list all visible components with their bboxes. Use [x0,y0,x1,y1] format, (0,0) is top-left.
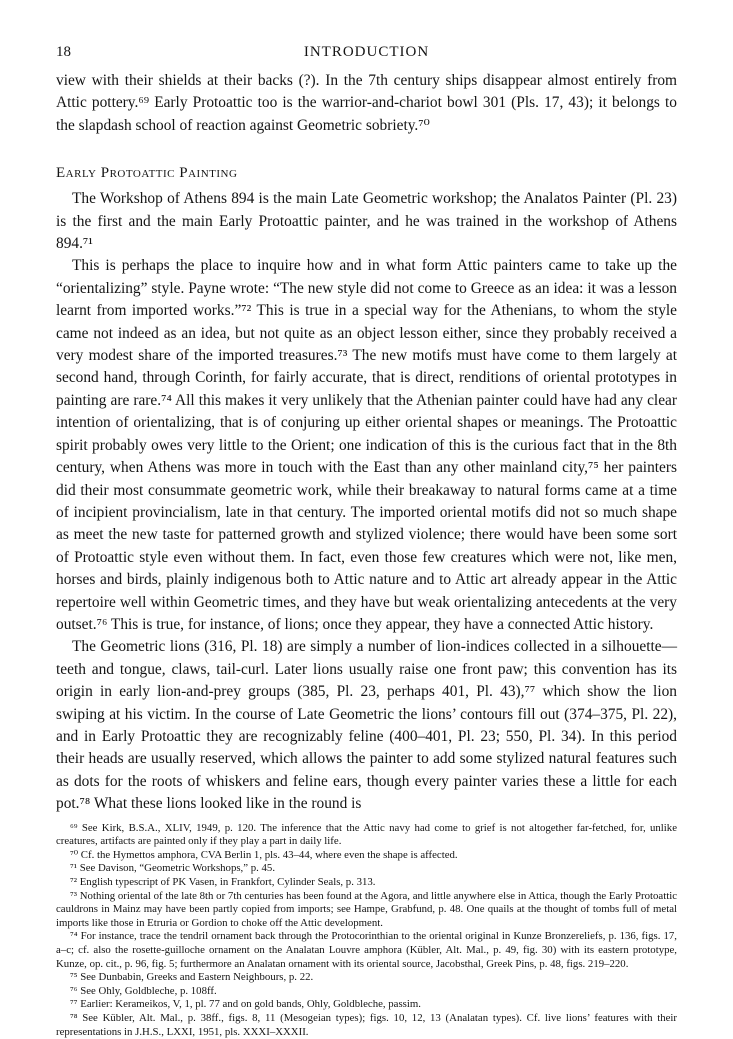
body-paragraph: This is perhaps the place to inquire how and in what form Attic painters came to take up the “orientalizing” style. Payne wrote: “The new style did not come to Greece as an idea: it was a lesson learnt from imported works.”⁷² This is true in a special way for the Athenians, to whom the style came not indeed as an idea, but not quite as an object lesson either, since they probably received a very modest share of the imported treasures.⁷³ The new motifs must have come to them largely at second hand, through Corinth, for fairly accurate, that is direct, renditions of oriental prototypes in painting are rare.⁷⁴ All this makes it very unlikely that the Athenian painter could have had any clear intention of orientalizing, that is of conjuring up either oriental shapes or meanings. The Protoattic spirit probably owes very little to the Orient; one indication of this is the curious fact that in the 8th century, when Athens was more in touch with the East than any other mainland city,⁷⁵ her painters did their most consummate geometric work, while their breakaway to natural forms came at a time of incipient provincialism, late in that century. The imported oriental motifs did not so much shape as meet the new taste for patterned growth and stylized violence; there would have been some sort of Protoattic style even without them. In fact, even those few creatures which were not, like men, horses and birds, plainly indigenous both to Attic nature and to Attic art already appear in the Attic repertoire well within Geometric times, and they have but weak orientalizing antecedents at the very outset.⁷⁶ This is true, for instance, of lions; once they appear, they have a connected Attic history. [56,257,677,633]
footnote: ⁷² English typescript of PK Vasen, in Frankfort, Cylinder Seals, p. 313. [70,875,376,888]
footnote: ⁶⁹ See Kirk, B.S.A., XLIV, 1949, p. 120. The inference that the Attic navy had come to grief is not altogether far-fetched, for, unlike creatures, artifacts are painted only if they play a part in daily life. [56,821,677,848]
footnote: ⁷⁸ See Kübler, Alt. Mal., p. 38ff., figs. 8, 11 (Mesogeian types); figs. 10, 12, 13 (Analatan types). Cf. live lions’ features with their representations in J.H.S., LXXI, 1951, pls. XXXI–XXXII. [56,1011,677,1038]
body-paragraph: The Workshop of Athens 894 is the main Late Geometric workshop; the Analatos Painter (Pl. 23) is the first and the main Early Protoattic painter, and he was trained in the workshop of Athens 894.⁷¹ [56,190,677,253]
footnote: ⁷⁷ Earlier: Kerameikos, V, 1, pl. 77 and on gold bands, Ohly, Goldbleche, passim. [70,998,421,1011]
footnote: ⁷⁵ See Dunbabin, Greeks and Eastern Neighbours, p. 22. [70,971,314,984]
body-paragraph: The Geometric lions (316, Pl. 18) are simply a number of lion-indices collected in a silhouette—teeth and tongue, claws, tail-curl. Later lions usually raise one front paw; this convention has its origin in early lion-and-prey groups (385, Pl. 23, perhaps 401, Pl. 43),⁷⁷ which show the lion swiping at his victim. In the course of Late Geometric the lions’ contours fill out (374–375, Pl. 22), and in Early Protoattic they are recognizably feline (400–401, Pl. 23; 550, Pl. 34). In this period their heads are usually reserved, which allows the painter to add some stylized natural features such as dots for the roots of whiskers and feline ears, though every painter varies these a little for each pot.⁷⁸ What these lions looked like in the round is [56,638,677,813]
footnotes [56,822,677,1039]
continuation-paragraph: view with their shields at their backs (?). In the 7th century ships disappear almost entirely from Attic pottery.⁶⁹ Early Protoattic too is the warrior-and-chariot bowl 301 (Pls. 17, 43); it belongs to the slapdash school of reaction against Geometric sobriety.⁷⁰ [56,72,677,134]
page-number: 18 [56,44,71,60]
footnote: ⁷⁶ See Ohly, Goldbleche, p. 108ff. [70,984,217,997]
footnote: ⁷¹ See Davison, “Geometric Workshops,” p. 45. [70,862,276,875]
section-heading: Early Protoattic Painting [56,165,238,182]
running-head [56,44,677,68]
footnote: ⁷³ Nothing oriental of the late 8th or 7th centuries has been found at the Agora, and little anywhere else in Attica, though the Early Protoattic cauldrons in Mainz may have been partly copied from imports; see Hampe, Grabfund, p. 48. One quails at the thought of tombs full of metal imports like those in Etruria or Gordion to choke off the Attic development. [56,889,677,929]
footnote: ⁷⁰ Cf. the Hymettos amphora, CVA Berlin 1, pls. 43–44, where even the shape is affected. [70,848,458,861]
footnote: ⁷⁴ For instance, trace the tendril ornament back through the Protocorinthian to the oriental original in Kunze Bronzereliefs, p. 136, figs. 17, a–c; cf. also the rosette-guilloche ornament on the Analatan Louvre amphora (Kübler, Alt. Mal., p. 49, fig. 30) with its eastern prototype, Kunze, op. cit., p. 96, fig. 5; furthermore an Analatan ornament with its oriental source, Jacobsthal, Greek Pins, p. 48, figs. 219–220. [56,930,677,970]
running-title: INTRODUCTION [303,44,430,60]
